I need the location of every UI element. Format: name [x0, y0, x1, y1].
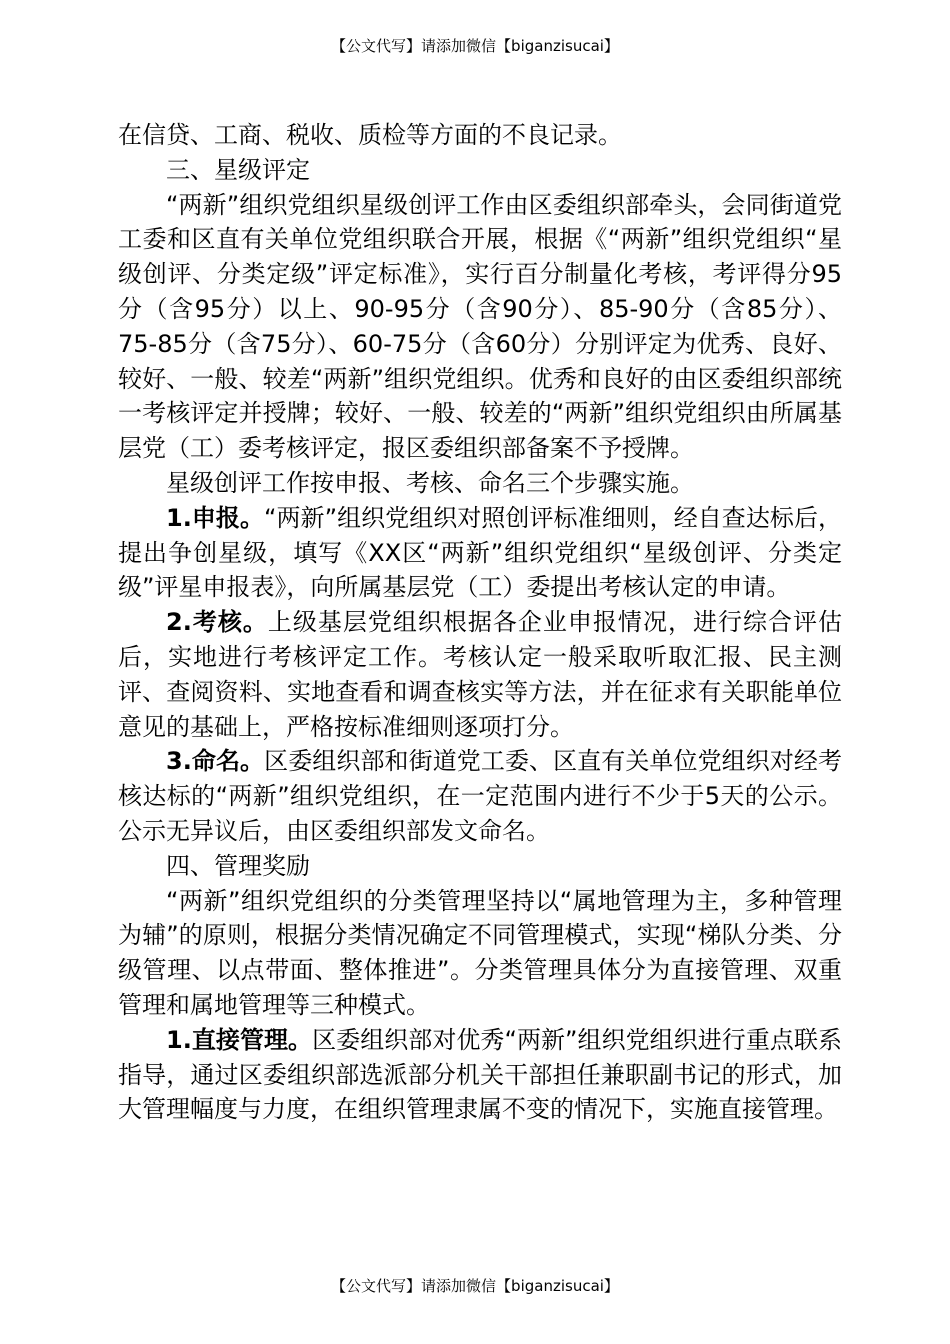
paragraph-star-rating-overview: “两新”组织党组织星级创评工作由区委组织部牵头，会同街道党工委和区直有关单位党组织联合开展，根据《“两新”组织党组织“星级创评、分类定级”评定标准》，实行百分制量化考核，考评得分95分（含95分）以上、90-95分（含90分）、85-90分（含85分）、75-85分（含75分）、60-75分（含60分）分别评定为优秀、良好、较好、一般、较差“两新”组织党组织。优秀和良好的由区委组织部统一考核评定并授牌；较好、一般、较差的“两新”组织党组织由所属基层党（工）委考核评定，报区委组织部备案不予授牌。 [118, 190, 842, 463]
section-heading-management: 四、管理奖励 [166, 851, 310, 880]
page-footer: 【公文代写】请添加微信【biganzisucai】 [331, 1277, 619, 1295]
paragraph-step-assess [118, 605, 842, 744]
paragraph-continuation: 在信贷、工商、税收、质检等方面的不良记录。 [118, 121, 622, 149]
step-apply-lead: 1.申报。 [166, 503, 265, 532]
direct-management-text: 区委组织部对优秀“两新”组织党组织进行重点联系指导，通过区委组织部选派部分机关干部担任兼职副书记的形式，加大管理幅度与力度，在组织管理隶属不变的情况下，实施直接管理。 [118, 1025, 842, 1124]
step-naming-text: 区委组织部和街道党工委、区直有关单位党组织对经考核达标的“两新”组织党组织，在一定范围内进行不少于5天的公示。公示无异议后，由区委组织部发文命名。 [118, 747, 842, 845]
step-apply-text: “两新”组织党组织对照创评标准细则，经自查达标后，提出争创星级，填写《XX区“两新”组织党组织“星级创评、分类定级”评星申报表》，向所属基层党（工）委提出考核认定的申请。 [118, 503, 842, 602]
step-assess-text: 上级基层党组织根据各企业申报情况，进行综合评估后，实地进行考核评定工作。考核认定一般采取听取汇报、民主测评、查阅资料、实地查看和调查核实等方法，并在征求有关职能单位意见的基础上，严格按标准细则逐项打分。 [118, 608, 842, 741]
paragraph-direct-management [118, 1023, 842, 1127]
paragraph-three-steps: 星级创评工作按申报、考核、命名三个步骤实施。 [166, 468, 694, 497]
step-naming-lead: 3.命名。 [166, 747, 265, 776]
section-heading-star-rating: 三、星级评定 [166, 155, 310, 184]
direct-management-lead: 1.直接管理。 [166, 1025, 313, 1054]
page-header: 【公文代写】请添加微信【biganzisucai】 [331, 37, 619, 55]
paragraph-step-apply [118, 501, 842, 605]
step-assess-lead: 2.考核。 [166, 608, 268, 637]
paragraph-step-naming [118, 744, 842, 848]
document-body [118, 118, 842, 1127]
paragraph-management-overview: “两新”组织党组织的分类管理坚持以“属地管理为主，多种管理为辅”的原则，根据分类情况确定不同管理模式，实现“梯队分类、分级管理、以点带面、整体推进”。分类管理具体分为直接管理、双重管理和属地管理等三种模式。 [118, 886, 842, 1019]
